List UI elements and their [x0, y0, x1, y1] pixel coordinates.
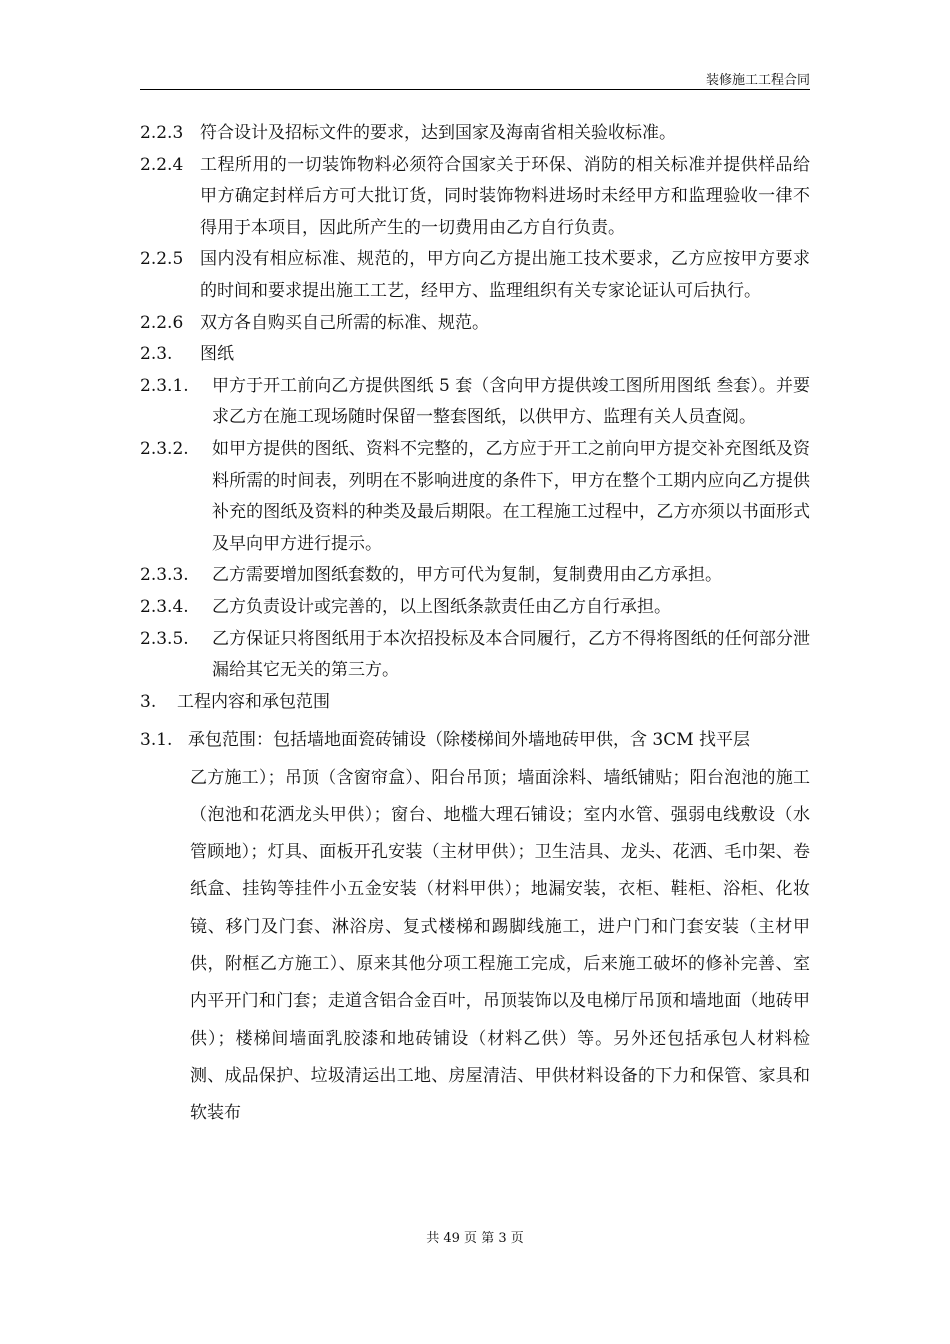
- clause-number: 2.2.6: [140, 312, 184, 333]
- clause-number: 2.3.1.: [140, 375, 189, 396]
- clause-number: 2.2.4: [140, 154, 184, 175]
- clause-text: 乙方负责设计或完善的，以上图纸条款责任由乙方自行承担。: [212, 596, 671, 617]
- clause-text: 国内没有相应标准、规范的，甲方向乙方提出施工技术要求，乙方应按甲方要求的时间和要求提出施工工艺，经甲方、监理组织有关专家论证认可后执行。: [200, 249, 810, 301]
- clause-text: 符合设计及招标文件的要求，达到国家及海南省相关验收标准。: [200, 123, 676, 143]
- clause-text-first-line: 承包范围：包括墙地面瓷砖铺设（除楼梯间外墙地砖甲供，含 3CM 找平层: [188, 730, 751, 751]
- clause-2-2-6: [140, 308, 810, 340]
- section-2-3-heading: [140, 339, 810, 371]
- clause-2-3-2: [140, 434, 810, 560]
- clause-text: [190, 722, 810, 1132]
- page-footer: 共 49 页 第 3 页: [426, 1231, 524, 1246]
- clause-text: 如甲方提供的图纸、资料不完整的，乙方应于开工之前向甲方提交补充图纸及资料所需的时间表，列明在不影响进度的条件下，甲方在整个工期内应向乙方提供补充的图纸及资料的种类及最后期限。在工程施工过程中，乙方亦须以书面形式及早向甲方进行提示。: [212, 438, 810, 554]
- document-body: [140, 118, 810, 1133]
- clause-2-3-4: [140, 592, 810, 624]
- clause-text-continued: 乙方施工）；吊顶（含窗帘盒）、阳台吊顶；墙面涂料、墙纸铺贴；阳台泡池的施工（泡池和花洒龙头甲供）；窗台、地槛大理石铺设；室内水管、强弱电线敷设（水管顾地）；灯具、面板开孔安装（主材甲供）；卫生洁具、龙头、花洒、毛巾架、卷纸盒、挂钩等挂件小五金安装（材料甲供）；地漏安装，衣柜、鞋柜、浴柜、化妆镜、移门及门套、淋浴房、复式楼梯和踢脚线施工，进户门和门套安装（主材甲供，附框乙方施工）、原来其他分项工程施工完成，后来施工破坏的修补完善、室内平开门和门套；走道含铝合金百叶，吊顶装饰以及电梯厅吊顶和墙地面（地砖甲供）；楼梯间墙面乳胶漆和地砖铺设（材料乙供）等。另外还包括承包人材料检测、成品保护、垃圾清运出工地、房屋清洁、甲供材料设备的下力和保管、家具和软装布: [190, 767, 810, 1124]
- section-3-heading: [140, 687, 810, 719]
- clause-3-1: [140, 722, 810, 1132]
- clause-2-2-3: [140, 118, 810, 150]
- section-title: 图纸: [200, 344, 234, 365]
- header-rule: [140, 89, 810, 90]
- clause-2-2-4: [140, 150, 810, 245]
- clause-number: 2.2.3: [140, 123, 184, 143]
- clause-text: 乙方需要增加图纸套数的，甲方可代为复制，复制费用由乙方承担。: [212, 565, 722, 586]
- clause-text: 双方各自购买自己所需的标准、规范。: [200, 312, 489, 333]
- section-title: 工程内容和承包范围: [177, 691, 330, 712]
- clause-text: 甲方于开工前向乙方提供图纸 5 套（含向甲方提供竣工图所用图纸 叁套）。并要求乙方在施工现场随时保留一整套图纸，以供甲方、监理有关人员查阅。: [212, 375, 810, 428]
- clause-text: 乙方保证只将图纸用于本次招投标及本合同履行，乙方不得将图纸的任何部分泄漏给其它无关的第三方。: [212, 628, 810, 681]
- running-header: 装修施工工程合同: [705, 73, 810, 88]
- clause-number: 2.3.4.: [140, 596, 189, 617]
- clause-number: 2.3.5.: [140, 628, 189, 649]
- clause-number: 2.2.5: [140, 249, 184, 270]
- clause-text: 工程所用的一切装饰物料必须符合国家关于环保、消防的相关标准并提供样品给甲方确定封样后方可大批订货，同时装饰物料进场时未经甲方和监理验收一律不得用于本项目，因此所产生的一切费用由乙方自行负责。: [200, 154, 810, 238]
- clause-number: 2.3.3.: [140, 565, 189, 586]
- section-number: 3.: [140, 691, 157, 712]
- clause-2-3-1: [140, 371, 810, 434]
- clause-number: 3.1.: [140, 730, 173, 751]
- section-number: 2.3.: [140, 344, 173, 365]
- clause-2-3-3: [140, 560, 810, 592]
- clause-2-3-5: [140, 624, 810, 687]
- clause-number: 2.3.2.: [140, 438, 189, 459]
- clause-2-2-5: [140, 244, 810, 307]
